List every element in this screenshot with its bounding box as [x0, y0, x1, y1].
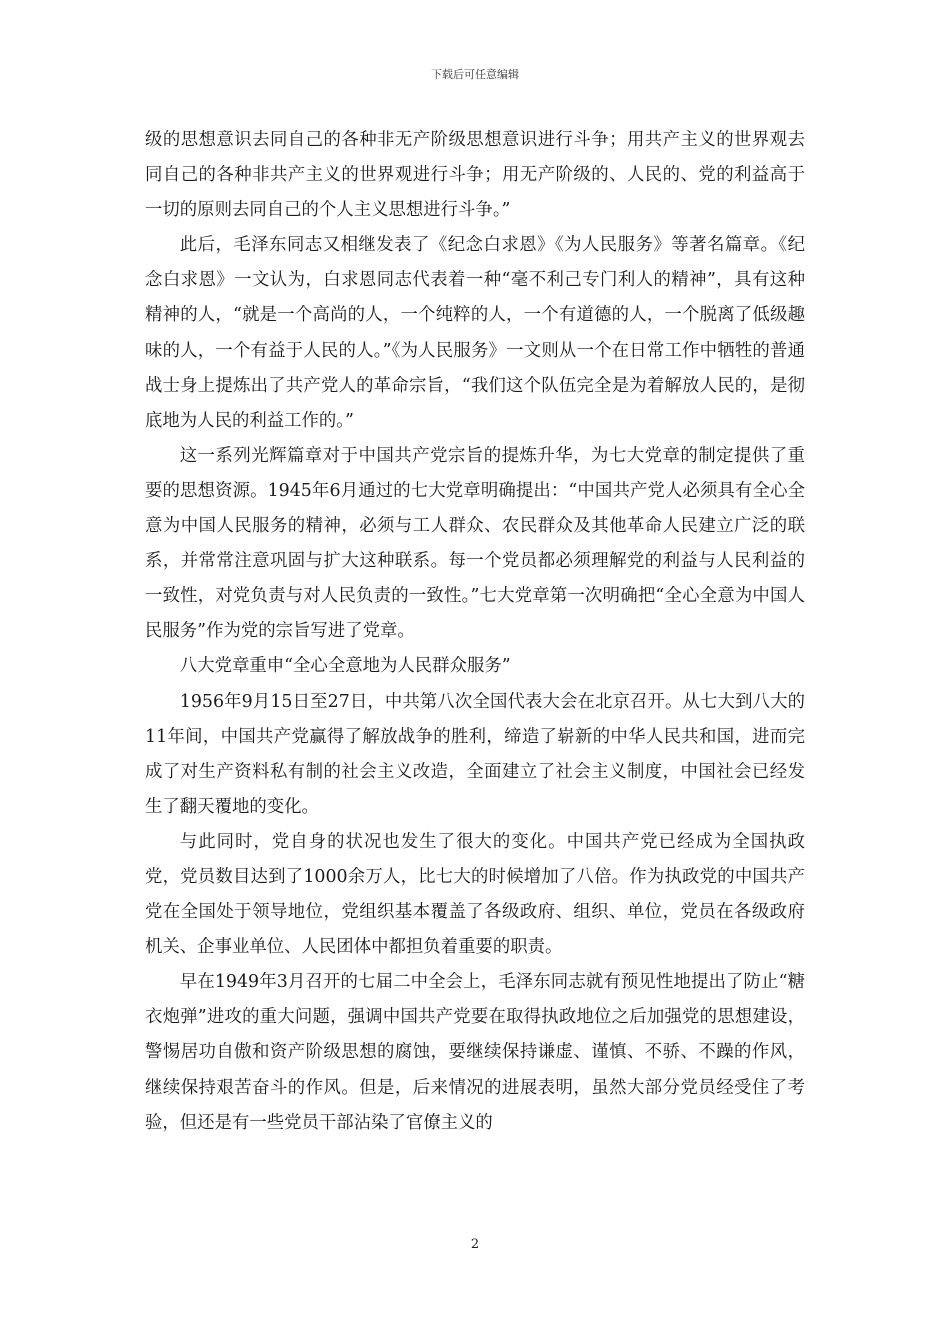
paragraph-second-plenary-1949: 早在1949年3月召开的七届二中全会上，毛泽东同志就有预见性地提出了防止“糖衣炮弹”进攻的重大问题，强调中国共产党要在取得执政地位之后加强党的思想建设，警惕居功自傲和资产阶级思想的腐蚀，要继续保持谦虚、谨慎、不骄、不躁的作风，继续保持艰苦奋斗的作风。但是，后来情况的进展表明，虽然大部分党员经受住了考验，但还是有一些党员干部沾染了官僚主义的	[145, 972, 805, 1133]
section-heading-eighth-congress: 八大党章重申“全心全意地为人民群众服务”	[179, 656, 511, 677]
paragraph-seventh-congress-charter: 这一系列光辉篇章对于中国共产党宗旨的提炼升华，为七大党章的制定提供了重要的思想资源。1945年6月通过的七大党章明确提出：“中国共产党人必须具有全心全意为中国人民服务的精神，必须与工人群众、农民群众及其他革命人民建立广泛的联系，并常常注意巩固与扩大这种联系。每一个党员都必须理解党的利益与人民利益的一致性，对党负责与对人民负责的一致性。”七大党章第一次明确把“全心全意为中国人民服务”作为党的宗旨写进了党章。	[145, 445, 805, 642]
paragraph-commemorating-bethune: 此后，毛泽东同志又相继发表了《纪念白求恩》《为人民服务》等著名篇章。《纪念白求恩》一文认为，白求恩同志代表着一种“毫不利己专门利人的精神”，具有这种精神的人，“就是一个高尚的人，一个纯粹的人，一个有道德的人，一个脱离了低级趣味的人，一个有益于人民的人。”《为人民服务》一文则从一个在日常工作中牺牲的普通战士身上提炼出了共产党人的革命宗旨，“我们这个队伍完全是为着解放人民的，是彻底地为人民的利益工作的。”	[145, 235, 805, 431]
paragraph-eighth-congress-1956: 1956年9月15日至27日，中共第八次全国代表大会在北京召开。从七大到八大的11年间，中国共产党赢得了解放战争的胜利，缔造了崭新的中华人民共和国，进而完成了对生产资料私有制的社会主义改造，全面建立了社会主义制度，中国社会已经发生了翻天覆地的变化。	[145, 691, 805, 817]
document-body	[145, 123, 805, 1141]
page-header: 下载后可任意编辑	[431, 68, 519, 81]
paragraph-continuation: 级的思想意识去同自己的各种非无产阶级思想意识进行斗争；用共产主义的世界观去同自己的各种非共产主义的世界观进行斗争；用无产阶级的、人民的、党的利益高于一切的原则去同自己的个人主义思想进行斗争。”	[145, 130, 805, 221]
page-number: 2	[470, 1237, 480, 1252]
paragraph-party-changes: 与此同时，党自身的状况也发生了很大的变化。中国共产党已经成为全国执政党，党员数目达到了1000余万人，比七大的时候增加了八倍。作为执政党的中国共产党在全国处于领导地位，党组织基本覆盖了各级政府、组织、单位，党员在各级政府机关、企事业单位、人民团体中都担负着重要的职责。	[145, 831, 805, 958]
